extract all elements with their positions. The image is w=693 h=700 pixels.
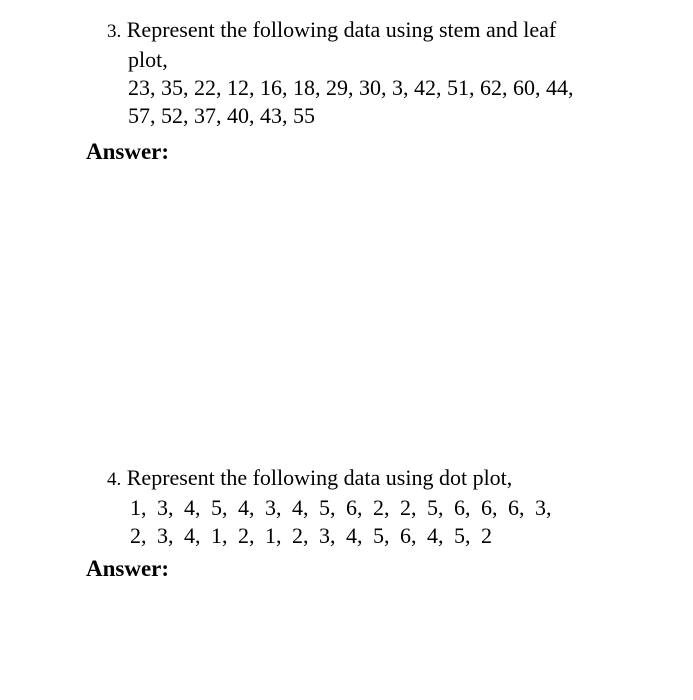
question-3 bbox=[107, 16, 647, 130]
question-3-number: 3. bbox=[107, 21, 122, 42]
question-3-data-line-2: 57, 52, 37, 40, 43, 55 bbox=[128, 103, 315, 128]
question-4 bbox=[107, 464, 647, 550]
question-3-prompt: Represent the following data using stem and leaf bbox=[126, 17, 557, 42]
question-4-data-line-1: 1, 3, 4, 5, 4, 3, 4, 5, 6, 2, 2, 5, 6, 6, 6, 3, bbox=[130, 495, 552, 520]
question-3-header bbox=[107, 16, 647, 46]
question-3-answer-label: Answer: bbox=[86, 139, 170, 164]
question-4-number: 4. bbox=[107, 469, 122, 490]
question-4-prompt: Represent the following data using dot plot, bbox=[126, 465, 513, 490]
question-3-prompt-continued: plot, bbox=[128, 47, 168, 72]
question-4-answer-label: Answer: bbox=[86, 556, 170, 581]
question-3-data-line-1: 23, 35, 22, 12, 16, 18, 29, 30, 3, 42, 51, 62, 60, 44, bbox=[128, 75, 574, 100]
question-4-header bbox=[107, 464, 647, 494]
question-4-data-line-2: 2, 3, 4, 1, 2, 1, 2, 3, 4, 5, 6, 4, 5, 2 bbox=[130, 523, 492, 548]
